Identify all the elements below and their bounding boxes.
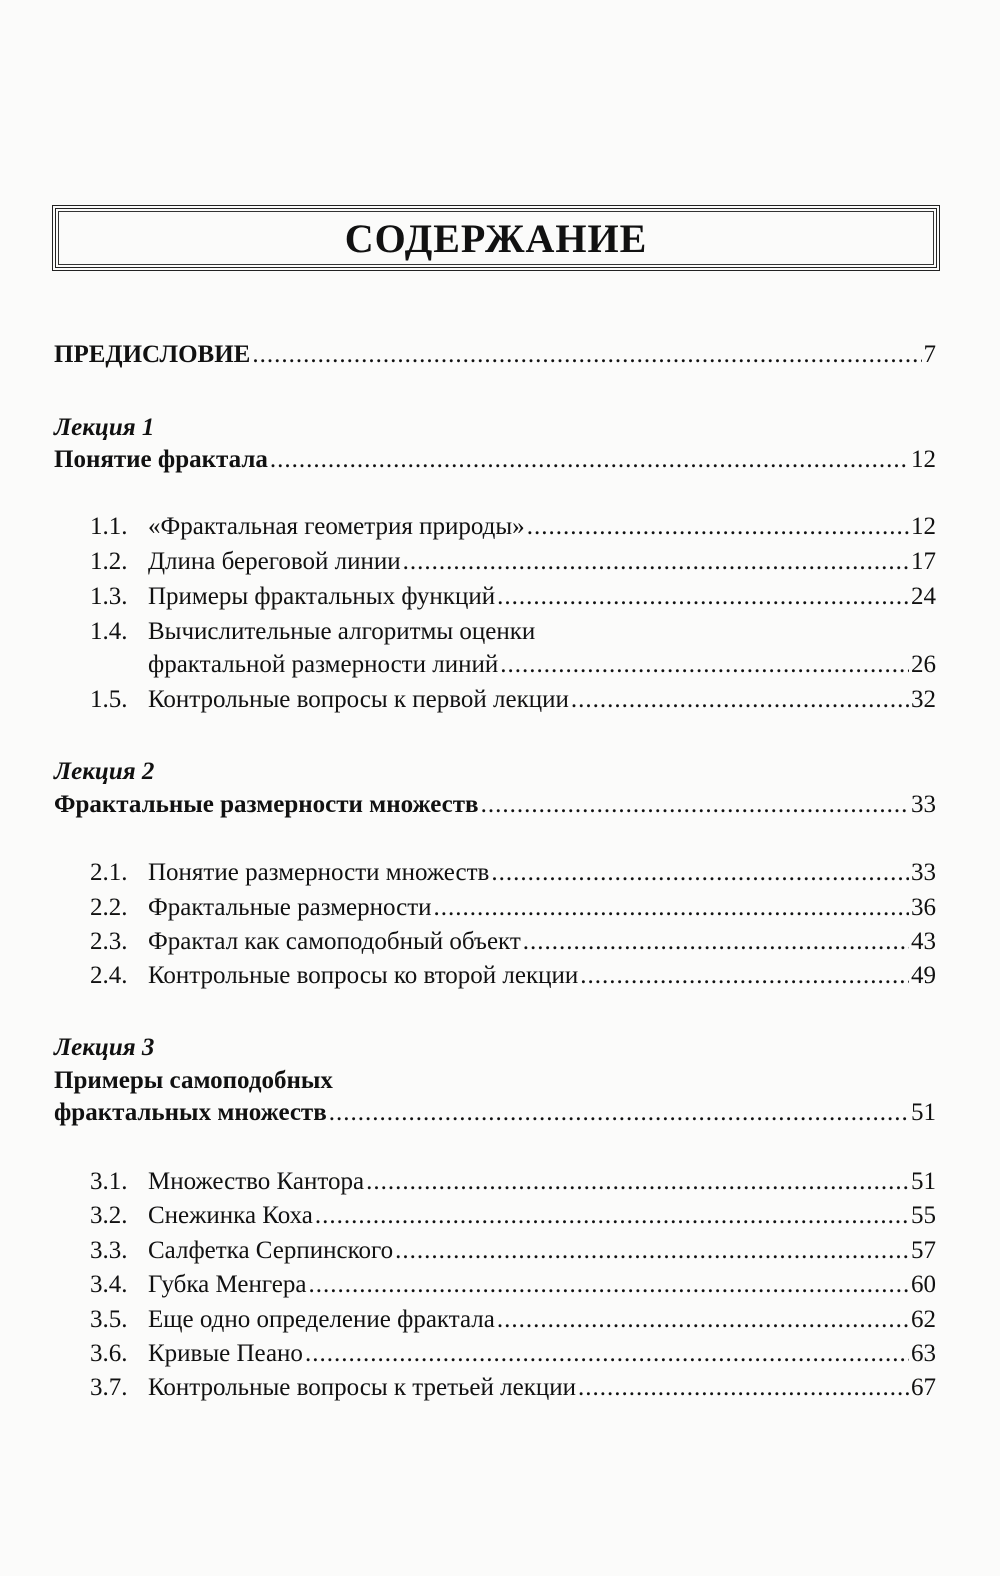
toc-entry-text: Длина береговой линии — [148, 548, 401, 575]
leader-dots — [580, 961, 909, 991]
leader-dots — [315, 1201, 909, 1231]
toc-entry-text: Салфетка Серпинского — [148, 1237, 394, 1264]
toc-entry-page: 51 — [911, 1099, 936, 1126]
toc-entry-number: 2.1. — [90, 859, 128, 886]
toc-entry[interactable] — [90, 1270, 936, 1300]
toc-entry-number: 1.3. — [90, 583, 128, 610]
toc-entry-page: 36 — [911, 894, 936, 921]
toc-entry-text: Фрактальные размерности — [148, 894, 432, 921]
toc-entry-number: 3.6. — [90, 1340, 128, 1367]
toc-entry[interactable] — [90, 512, 936, 542]
toc-entry-page: 26 — [911, 651, 936, 678]
toc-entry-text: Понятие фрактала — [54, 446, 268, 473]
toc-entry-page: 32 — [911, 686, 936, 713]
lecture-label: Лекция 2 — [54, 758, 155, 785]
toc-entry[interactable] — [90, 893, 936, 923]
toc-entry-lecture-3[interactable] — [54, 1098, 936, 1128]
leader-dots — [434, 893, 909, 923]
toc-entry-text: ПРЕДИСЛОВИЕ — [54, 341, 251, 368]
leader-dots — [270, 445, 909, 475]
toc-entry-number: 1.4. — [90, 618, 128, 645]
toc-entry-number: 3.7. — [90, 1374, 128, 1401]
lecture-label: Лекция 3 — [54, 1034, 155, 1061]
leader-dots — [305, 1339, 909, 1369]
toc-entry-page: 55 — [911, 1202, 936, 1229]
toc-entry-page: 57 — [911, 1237, 936, 1264]
leader-dots — [366, 1167, 909, 1197]
toc-entry-text: фрактальных множеств — [54, 1099, 327, 1126]
toc-entry-text: Еще одно определение фрактала — [148, 1306, 495, 1333]
toc-entry-page: 17 — [911, 548, 936, 575]
lecture-label: Лекция 1 — [54, 414, 155, 441]
toc-entry[interactable] — [90, 858, 936, 888]
toc-entry-page: 43 — [911, 928, 936, 955]
toc-entry-page: 12 — [911, 446, 936, 473]
toc-entry-text: Контрольные вопросы к первой лекции — [148, 686, 569, 713]
toc-entry[interactable] — [90, 1305, 936, 1335]
toc-entry-text: Вычислительные алгоритмы оценки — [148, 618, 536, 645]
leader-dots — [403, 547, 909, 577]
toc-entry-page: 24 — [911, 583, 936, 610]
toc-entry-text: фрактальной размерности линий — [148, 651, 499, 678]
leader-dots — [329, 1098, 909, 1128]
toc-entry-text: Снежинка Коха — [148, 1202, 313, 1229]
toc-entry-page: 51 — [911, 1168, 936, 1195]
toc-entry-text: Контрольные вопросы ко второй лекции — [148, 962, 579, 989]
toc-entry-number: 3.5. — [90, 1306, 128, 1333]
toc-entry-lecture-2[interactable] — [54, 790, 936, 820]
toc-entry-page: 7 — [923, 341, 936, 368]
toc-entry-text: Фрактальные размерности множеств — [54, 791, 479, 818]
toc-entry-number: 3.3. — [90, 1237, 128, 1264]
toc-entry-number: 1.5. — [90, 686, 128, 713]
toc-entry-number: 3.1. — [90, 1168, 128, 1195]
toc-entry-text: Примеры фрактальных функций — [148, 583, 496, 610]
toc-entry-number: 1.2. — [90, 548, 128, 575]
toc-entry-page: 62 — [911, 1306, 936, 1333]
leader-dots — [523, 927, 909, 957]
leader-dots — [252, 340, 921, 370]
toc-entry-number: 2.2. — [90, 894, 128, 921]
toc-entry[interactable] — [90, 547, 936, 577]
toc-entry-number: 2.3. — [90, 928, 128, 955]
lecture-heading-first-line: Примеры самоподобных — [54, 1067, 333, 1094]
leader-dots — [500, 650, 909, 680]
toc-entry[interactable] — [90, 1201, 936, 1231]
toc-entry[interactable] — [90, 1236, 936, 1266]
leader-dots — [527, 512, 909, 542]
toc-entry[interactable] — [90, 1339, 936, 1369]
toc-entry-lecture-1[interactable] — [54, 445, 936, 475]
toc-entry-text: «Фрактальная геометрия природы» — [148, 513, 525, 540]
leader-dots — [481, 790, 909, 820]
toc-entry-number: 3.4. — [90, 1271, 128, 1298]
leader-dots — [395, 1236, 909, 1266]
toc-entry-text: Контрольные вопросы к третьей лекции — [148, 1374, 577, 1401]
leader-dots — [309, 1270, 910, 1300]
toc-entry[interactable] — [90, 685, 936, 715]
toc-entry-page: 49 — [911, 962, 936, 989]
toc-entry-number: 2.4. — [90, 962, 128, 989]
toc-entry[interactable] — [90, 927, 936, 957]
leader-dots — [578, 1373, 909, 1403]
toc-entry-first-line — [90, 617, 535, 647]
toc-entry[interactable] — [90, 1167, 936, 1197]
leader-dots — [497, 1305, 909, 1335]
toc-entry-page: 63 — [911, 1340, 936, 1367]
toc-entry-text: Фрактал как самоподобный объект — [148, 928, 521, 955]
toc-entry-text: Губка Менгера — [148, 1271, 307, 1298]
toc-entry-number: 3.2. — [90, 1202, 128, 1229]
toc-entry[interactable] — [90, 582, 936, 612]
leader-dots — [491, 858, 909, 888]
toc-entry-page: 33 — [911, 859, 936, 886]
toc-entry-text: Кривые Пеано — [148, 1340, 303, 1367]
toc-entry-text: Понятие размерности множеств — [148, 859, 490, 886]
leader-dots — [497, 582, 909, 612]
toc-entry[interactable] — [90, 961, 936, 991]
toc-entry-page: 33 — [911, 791, 936, 818]
toc-entry-page: 67 — [911, 1374, 936, 1401]
toc-entry[interactable] — [90, 1373, 936, 1403]
toc-entry-page: 12 — [911, 513, 936, 540]
leader-dots — [571, 685, 909, 715]
page-title: СОДЕРЖАНИЕ — [344, 215, 648, 261]
toc-entry-page: 60 — [911, 1271, 936, 1298]
toc-entry[interactable] — [148, 650, 936, 680]
toc-entry-number: 1.1. — [90, 513, 128, 540]
toc-entry-text: Множество Кантора — [148, 1168, 365, 1195]
toc-entry-preface[interactable] — [54, 340, 936, 370]
